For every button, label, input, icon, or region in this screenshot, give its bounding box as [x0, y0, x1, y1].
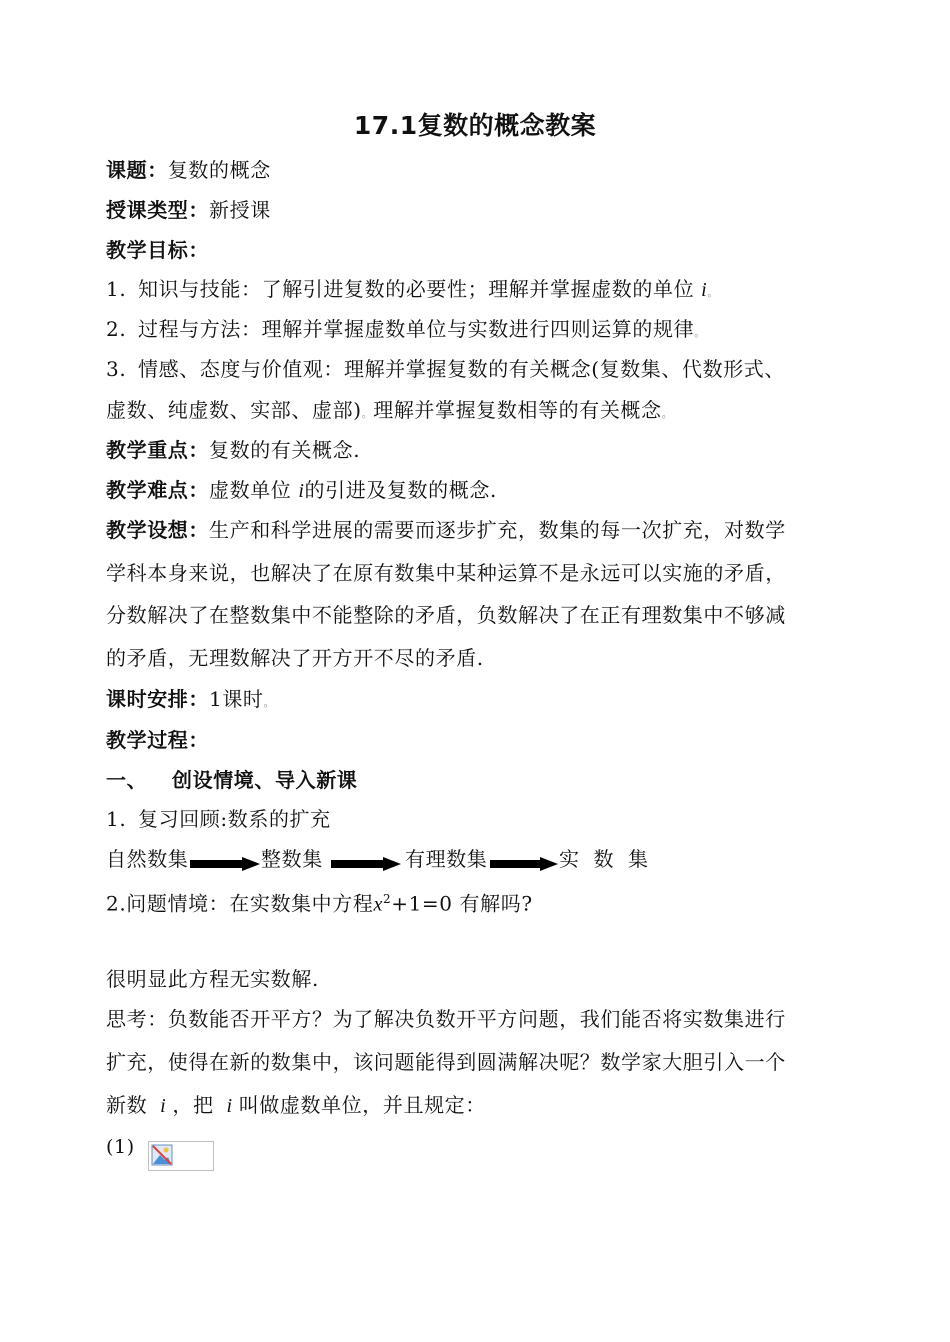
arrow-right-icon [190, 857, 260, 871]
rule-1-label: (1) [106, 1136, 135, 1158]
design-line-3: 分数解决了在整数集中不能整除的矛盾，负数解决了在正有理数集中不够减 [106, 603, 786, 627]
schedule-line: 课时安排：1课时。 [106, 687, 276, 711]
process-heading: 教学过程： [106, 728, 209, 752]
broken-image-placeholder [148, 1141, 214, 1171]
goal-item-3: 3. 情感、态度与价值观：理解并掌握复数的有关概念(复数集、代数形式、 [106, 357, 786, 381]
section-1-heading: 一、 创设情境、导入新课 [106, 768, 358, 792]
obvious-line: 很明显此方程无实数解. [106, 967, 319, 991]
question-line: 2.问题情境：在实数集中方程$x^2+1=0$ 有解吗? [106, 891, 533, 916]
new-number-line: 新数 i ，把 i 叫做虚数单位，并且规定： [106, 1093, 486, 1117]
arrow-right-icon [490, 857, 558, 871]
key-point-line: 教学重点：复数的有关概念. [106, 438, 361, 462]
set-real: 实 数 集 [559, 847, 649, 871]
difficulty-line: 教学难点：虚数单位 i的引进及复数的概念. [106, 478, 497, 502]
lesson-value: 复数的概念 [167, 158, 271, 182]
document-title: 17.1复数的概念教案 [353, 111, 597, 140]
design-line-4: 的矛盾，无理数解决了开方开不尽的矛盾. [106, 646, 484, 670]
goal-item-3-continued: 虚数、纯虚数、实部、虚部)。理解并掌握复数相等的有关概念。 [106, 398, 674, 422]
set-integer: 整数集 [261, 847, 323, 871]
type-label: 授课类型： [106, 198, 209, 222]
design-line-1: 教学设想：生产和科学进展的需要而逐步扩充，数集的每一次扩充，对数学 [106, 518, 786, 542]
design-line-2: 学科本身来说，也解决了在原有数集中某种运算不是永远可以实施的矛盾， [106, 561, 786, 585]
think-line-2: 扩充，使得在新的数集中，该问题能得到圆满解决呢？数学家大胆引入一个 [106, 1050, 786, 1074]
review-line: 1. 复习回顾:数系的扩充 [106, 807, 331, 831]
type-line [106, 197, 271, 223]
lesson-label: 课题： [106, 158, 168, 182]
think-line-1: 思考：负数能否开平方？为了解决负数开平方问题，我们能否将实数集进行 [106, 1007, 786, 1031]
set-rational: 有理数集 [405, 847, 488, 871]
type-value: 新授课 [209, 198, 271, 222]
set-natural: 自然数集 [106, 847, 189, 871]
goal-item-1: 1. 知识与技能：了解引进复数的必要性；理解并掌握虚数的单位 i。 [106, 277, 719, 301]
arrow-right-icon [331, 857, 401, 871]
broken-image-icon [151, 1144, 173, 1166]
goals-heading: 教学目标： [106, 238, 209, 262]
goal-item-2: 2. 过程与方法：理解并掌握虚数单位与实数进行四则运算的规律。 [106, 317, 706, 341]
lesson-line [106, 157, 271, 183]
